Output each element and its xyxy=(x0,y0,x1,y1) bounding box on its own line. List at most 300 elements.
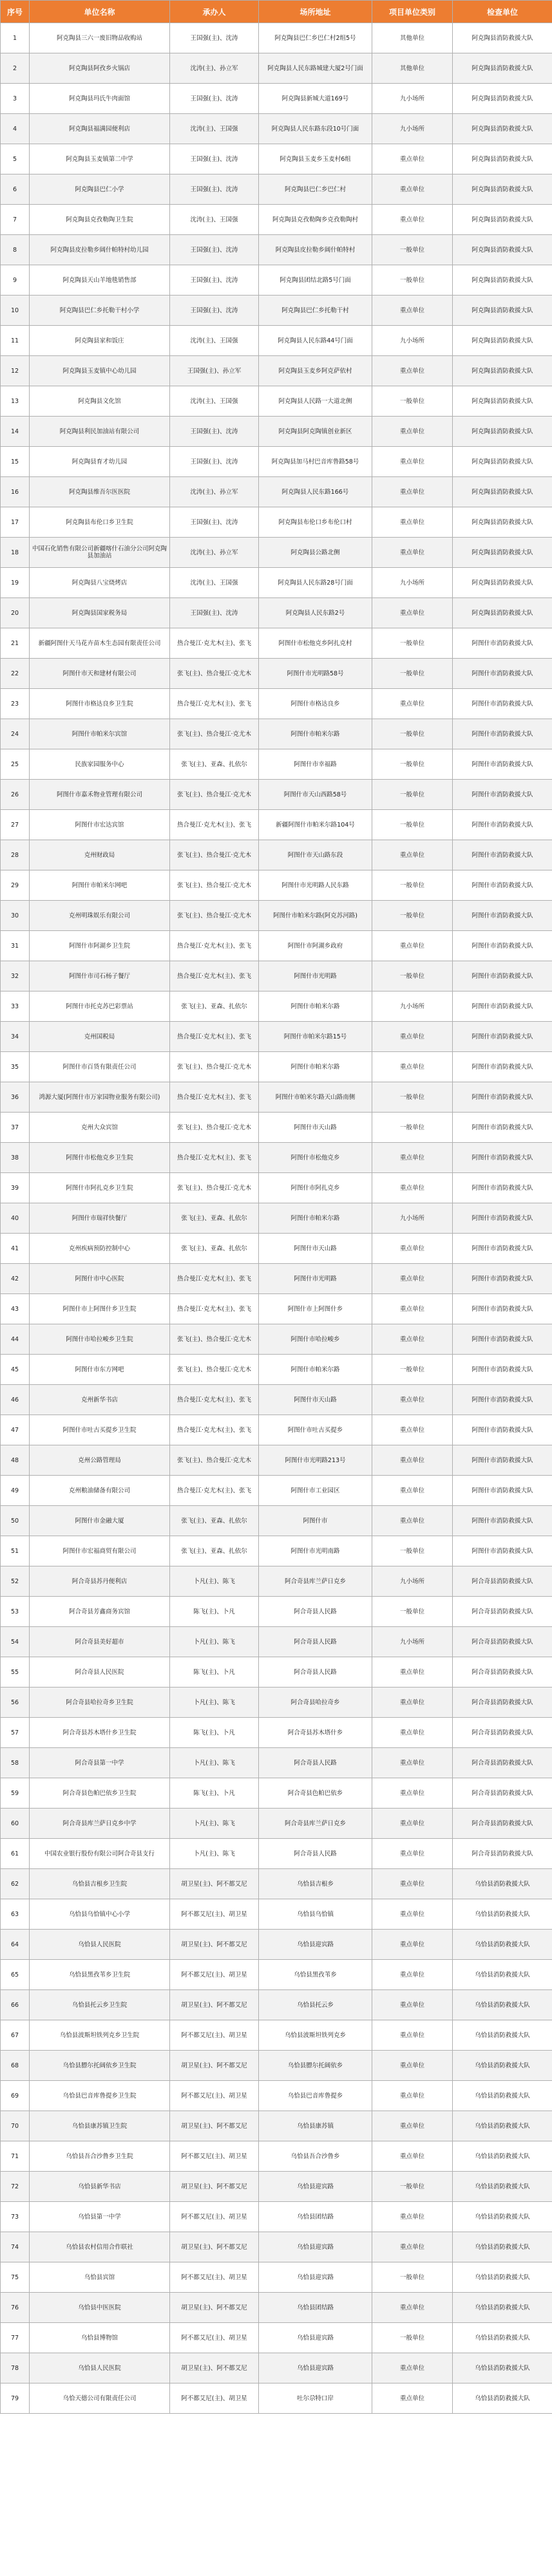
cell-handler: 张飞(主)、热合曼江·克尤木 xyxy=(170,1113,259,1143)
cell-index: 30 xyxy=(1,901,30,931)
cell-category: 重点单位 xyxy=(372,1445,453,1476)
table-row xyxy=(1,1052,552,1082)
cell-index: 79 xyxy=(1,2383,30,2414)
cell-inspector: 阿克陶县消防救援大队 xyxy=(453,568,552,598)
cell-inspector: 乌恰县消防救援大队 xyxy=(453,2081,552,2111)
cell-index: 33 xyxy=(1,992,30,1022)
table-row xyxy=(1,1476,552,1506)
cell-index: 76 xyxy=(1,2293,30,2323)
cell-handler: 沈涛(主)、王国强 xyxy=(170,568,259,598)
table-row xyxy=(1,447,552,477)
cell-inspector: 乌恰县消防救援大队 xyxy=(453,2202,552,2232)
cell-index: 53 xyxy=(1,1597,30,1627)
cell-inspector: 阿克陶县消防救援大队 xyxy=(453,23,552,53)
cell-index: 45 xyxy=(1,1355,30,1385)
cell-unit-name: 中国农业银行股份有限公司阿合奇县支行 xyxy=(30,1839,170,1869)
cell-address: 阿图什市格达良乡 xyxy=(259,689,372,719)
cell-handler: 胡卫星(主)、阿不都艾尼 xyxy=(170,1990,259,2020)
cell-index: 35 xyxy=(1,1052,30,1082)
cell-category: 重点单位 xyxy=(372,2232,453,2262)
cell-category: 重点单位 xyxy=(372,296,453,326)
table-row xyxy=(1,719,552,749)
table-row xyxy=(1,1082,552,1113)
cell-inspector: 阿图什市消防救援大队 xyxy=(453,870,552,901)
cell-unit-name: 克州公路管理局 xyxy=(30,1445,170,1476)
cell-unit-name: 阿图什市百货有限责任公司 xyxy=(30,1052,170,1082)
cell-address: 阿克陶县新城大道169号 xyxy=(259,84,372,114)
cell-category: 重点单位 xyxy=(372,205,453,235)
table-row xyxy=(1,810,552,840)
table-row xyxy=(1,2020,552,2051)
cell-unit-name: 乌恰县膘尔托阔依乡卫生院 xyxy=(30,2051,170,2081)
cell-address: 阿图什市松他克乡阿扎克村 xyxy=(259,628,372,659)
cell-unit-name: 阿合奇县芳鑫商务宾馆 xyxy=(30,1597,170,1627)
cell-address: 阿克陶县布伦口乡布伦口村 xyxy=(259,507,372,538)
table-row xyxy=(1,840,552,870)
cell-category: 重点单位 xyxy=(372,1899,453,1930)
cell-index: 66 xyxy=(1,1990,30,2020)
cell-category: 九小场所 xyxy=(372,1627,453,1657)
cell-address: 阿图什市帕米尔路(阿克苏河路) xyxy=(259,901,372,931)
cell-inspector: 阿克陶县消防救援大队 xyxy=(453,477,552,507)
cell-index: 14 xyxy=(1,417,30,447)
header-handler: 承办人 xyxy=(170,1,259,23)
cell-handler: 卜凡(主)、陈飞 xyxy=(170,1688,259,1718)
cell-address: 阿图什市帕米尔路 xyxy=(259,1355,372,1385)
cell-address: 乌恰县膘尔托阔依乡 xyxy=(259,2051,372,2081)
cell-address: 乌恰县迎宾路 xyxy=(259,2172,372,2202)
cell-category: 九小场所 xyxy=(372,1566,453,1597)
cell-inspector: 阿图什市消防救援大队 xyxy=(453,1445,552,1476)
cell-category: 重点单位 xyxy=(372,417,453,447)
cell-category: 重点单位 xyxy=(372,1385,453,1415)
cell-address: 阿图什市光明路58号 xyxy=(259,659,372,689)
cell-handler: 张飞(主)、热合曼江·克尤木 xyxy=(170,870,259,901)
cell-index: 78 xyxy=(1,2353,30,2383)
cell-unit-name: 鸿源大厦(阿图什市万家园物业服务有限公司) xyxy=(30,1082,170,1113)
cell-handler: 热合曼江·克尤木(主)、张飞 xyxy=(170,931,259,961)
cell-category: 重点单位 xyxy=(372,1264,453,1294)
cell-index: 15 xyxy=(1,447,30,477)
cell-index: 65 xyxy=(1,1960,30,1990)
cell-unit-name: 阿图什市阿扎克乡卫生院 xyxy=(30,1173,170,1203)
cell-unit-name: 乌恰县托云乡卫生院 xyxy=(30,1990,170,2020)
cell-inspector: 阿图什市消防救援大队 xyxy=(453,931,552,961)
cell-inspector: 乌恰县消防救援大队 xyxy=(453,1869,552,1899)
cell-address: 吐尔尕特口岸 xyxy=(259,2383,372,2414)
cell-inspector: 阿克陶县消防救援大队 xyxy=(453,84,552,114)
cell-handler: 张飞(主)、亚森、扎依尔 xyxy=(170,1234,259,1264)
cell-address: 乌恰县迎宾路 xyxy=(259,2262,372,2293)
cell-address: 阿克陶县人民东路城建大厦2号门面 xyxy=(259,53,372,84)
cell-unit-name: 阿图什市东方网吧 xyxy=(30,1355,170,1385)
cell-unit-name: 乌恰县巴音库鲁提乡卫生院 xyxy=(30,2081,170,2111)
cell-unit-name: 乌恰县人民医院 xyxy=(30,1930,170,1960)
cell-address: 阿克陶县巴仁乡巴仁村2组5号 xyxy=(259,23,372,53)
cell-unit-name: 阿图什市上阿图什乡卫生院 xyxy=(30,1294,170,1324)
cell-inspector: 阿图什市消防救援大队 xyxy=(453,1536,552,1566)
cell-handler: 热合曼江·克尤木(主)、张飞 xyxy=(170,1476,259,1506)
table-row xyxy=(1,1869,552,1899)
cell-index: 20 xyxy=(1,598,30,628)
table-row xyxy=(1,628,552,659)
cell-category: 重点单位 xyxy=(372,2141,453,2172)
cell-index: 3 xyxy=(1,84,30,114)
cell-inspector: 乌恰县消防救援大队 xyxy=(453,1960,552,1990)
cell-address: 乌恰县巴音库鲁提乡 xyxy=(259,2081,372,2111)
table-row xyxy=(1,1718,552,1748)
cell-handler: 王国强(主)、沈涛 xyxy=(170,235,259,265)
cell-handler: 沈涛(主)、王国强 xyxy=(170,205,259,235)
table-row xyxy=(1,689,552,719)
cell-unit-name: 阿合奇县第一中学 xyxy=(30,1748,170,1778)
cell-unit-name: 阿图什市瑞祥快餐厅 xyxy=(30,1203,170,1234)
cell-handler: 王国强(主)、沈涛 xyxy=(170,265,259,296)
cell-unit-name: 克州财政局 xyxy=(30,840,170,870)
cell-inspector: 阿图什市消防救援大队 xyxy=(453,840,552,870)
cell-unit-name: 乌恰县农村信用合作联社 xyxy=(30,2232,170,2262)
cell-unit-name: 乌恰县博物馆 xyxy=(30,2323,170,2353)
cell-unit-name: 阿图什市天和建材有限公司 xyxy=(30,659,170,689)
cell-inspector: 阿克陶县消防救援大队 xyxy=(453,417,552,447)
cell-address: 阿克陶县人民东路东段10号门面 xyxy=(259,114,372,144)
cell-category: 重点单位 xyxy=(372,2293,453,2323)
cell-address: 阿图什市天山西路58号 xyxy=(259,780,372,810)
cell-address: 阿图什市帕米尔路 xyxy=(259,719,372,749)
cell-category: 重点单位 xyxy=(372,174,453,205)
cell-inspector: 阿图什市消防救援大队 xyxy=(453,1324,552,1355)
table-row xyxy=(1,2051,552,2081)
cell-inspector: 阿图什市消防救援大队 xyxy=(453,1113,552,1143)
table-row xyxy=(1,1809,552,1839)
cell-index: 43 xyxy=(1,1294,30,1324)
cell-inspector: 阿图什市消防救援大队 xyxy=(453,1506,552,1536)
cell-unit-name: 克州新华书店 xyxy=(30,1385,170,1415)
cell-index: 57 xyxy=(1,1718,30,1748)
cell-inspector: 乌恰县消防救援大队 xyxy=(453,1899,552,1930)
cell-inspector: 阿图什市消防救援大队 xyxy=(453,1173,552,1203)
cell-address: 阿克陶县人民路一大道北侧 xyxy=(259,386,372,417)
cell-category: 一般单位 xyxy=(372,1082,453,1113)
cell-category: 重点单位 xyxy=(372,1748,453,1778)
cell-unit-name: 阿克陶县文化馆 xyxy=(30,386,170,417)
cell-index: 24 xyxy=(1,719,30,749)
cell-category: 重点单位 xyxy=(372,689,453,719)
cell-inspector: 阿克陶县消防救援大队 xyxy=(453,356,552,386)
cell-inspector: 阿图什市消防救援大队 xyxy=(453,810,552,840)
cell-unit-name: 阿克陶县三六一废旧物品收购站 xyxy=(30,23,170,53)
cell-category: 一般单位 xyxy=(372,1536,453,1566)
cell-unit-name: 阿克陶县阿孜乡火锅店 xyxy=(30,53,170,84)
table-row xyxy=(1,1173,552,1203)
cell-category: 一般单位 xyxy=(372,265,453,296)
table-row xyxy=(1,23,552,53)
cell-inspector: 阿图什市消防救援大队 xyxy=(453,961,552,992)
cell-handler: 张飞(主)、热合曼江·克尤木 xyxy=(170,1324,259,1355)
cell-index: 62 xyxy=(1,1869,30,1899)
cell-handler: 热合曼江·克尤木(主)、张飞 xyxy=(170,1294,259,1324)
cell-address: 阿图什市光明南路 xyxy=(259,1536,372,1566)
table-row xyxy=(1,1113,552,1143)
cell-category: 重点单位 xyxy=(372,1809,453,1839)
table-row xyxy=(1,2293,552,2323)
cell-category: 一般单位 xyxy=(372,719,453,749)
cell-category: 重点单位 xyxy=(372,2111,453,2141)
cell-handler: 王国强(主)、沈涛 xyxy=(170,598,259,628)
cell-inspector: 阿图什市消防救援大队 xyxy=(453,992,552,1022)
table-row xyxy=(1,2202,552,2232)
table-body xyxy=(1,23,552,2414)
header-address: 场所地址 xyxy=(259,1,372,23)
cell-unit-name: 阿克陶县巴仁小学 xyxy=(30,174,170,205)
cell-index: 34 xyxy=(1,1022,30,1052)
cell-index: 10 xyxy=(1,296,30,326)
cell-address: 乌恰县吉根乡 xyxy=(259,1869,372,1899)
table-row xyxy=(1,1355,552,1385)
cell-address: 阿图什市光明路 xyxy=(259,961,372,992)
cell-unit-name: 克州明珠娱乐有限公司 xyxy=(30,901,170,931)
table-row xyxy=(1,2141,552,2172)
cell-inspector: 阿合奇县消防救援大队 xyxy=(453,1809,552,1839)
table-row xyxy=(1,1839,552,1869)
table-row xyxy=(1,114,552,144)
cell-handler: 热合曼江·克尤木(主)、张飞 xyxy=(170,810,259,840)
cell-unit-name: 阿克陶县布伦口乡卫生院 xyxy=(30,507,170,538)
cell-unit-name: 乌恰县黑孜苇乡卫生院 xyxy=(30,1960,170,1990)
cell-address: 阿克陶县人民东路28号门面 xyxy=(259,568,372,598)
cell-address: 阿合奇县人民路 xyxy=(259,1748,372,1778)
table-row xyxy=(1,1445,552,1476)
table-row xyxy=(1,2172,552,2202)
cell-index: 42 xyxy=(1,1264,30,1294)
cell-index: 32 xyxy=(1,961,30,992)
cell-unit-name: 乌恰县康苏镇卫生院 xyxy=(30,2111,170,2141)
cell-category: 一般单位 xyxy=(372,780,453,810)
cell-address: 阿克陶县巴仁乡托勒干村 xyxy=(259,296,372,326)
cell-unit-name: 阿图什市帕米尔网吧 xyxy=(30,870,170,901)
cell-inspector: 阿克陶县消防救援大队 xyxy=(453,447,552,477)
cell-category: 一般单位 xyxy=(372,659,453,689)
table-row xyxy=(1,205,552,235)
cell-index: 17 xyxy=(1,507,30,538)
cell-inspector: 阿克陶县消防救援大队 xyxy=(453,144,552,174)
cell-unit-name: 阿图什市阿湖乡卫生院 xyxy=(30,931,170,961)
cell-index: 60 xyxy=(1,1809,30,1839)
cell-handler: 张飞(主)、亚森、扎依尔 xyxy=(170,1506,259,1536)
cell-address: 乌恰县团结路 xyxy=(259,2293,372,2323)
cell-inspector: 乌恰县消防救援大队 xyxy=(453,2232,552,2262)
cell-unit-name: 乌恰县新华书店 xyxy=(30,2172,170,2202)
cell-handler: 阿不都艾尼(主)、胡卫星 xyxy=(170,2202,259,2232)
cell-index: 16 xyxy=(1,477,30,507)
cell-category: 重点单位 xyxy=(372,1688,453,1718)
cell-handler: 王国强(主)、沈涛 xyxy=(170,174,259,205)
cell-index: 67 xyxy=(1,2020,30,2051)
header-category: 项目单位类别 xyxy=(372,1,453,23)
cell-category: 重点单位 xyxy=(372,1657,453,1688)
cell-inspector: 阿克陶县消防救援大队 xyxy=(453,296,552,326)
cell-unit-name: 阿图什市宏福商贸有限公司 xyxy=(30,1536,170,1566)
cell-address: 阿合奇县库兰萨日克乡 xyxy=(259,1809,372,1839)
cell-unit-name: 克州大众宾馆 xyxy=(30,1113,170,1143)
table-row xyxy=(1,1657,552,1688)
cell-address: 阿图什市光明路人民东路 xyxy=(259,870,372,901)
cell-unit-name: 阿克陶县皮拉勒乡阔什帕特村幼儿园 xyxy=(30,235,170,265)
cell-unit-name: 克州疾病预防控制中心 xyxy=(30,1234,170,1264)
cell-category: 重点单位 xyxy=(372,1990,453,2020)
cell-inspector: 乌恰县消防救援大队 xyxy=(453,1930,552,1960)
cell-index: 61 xyxy=(1,1839,30,1869)
cell-unit-name: 乌恰县中医医院 xyxy=(30,2293,170,2323)
cell-inspector: 阿克陶县消防救援大队 xyxy=(453,265,552,296)
cell-handler: 热合曼江·克尤木(主)、张飞 xyxy=(170,628,259,659)
cell-handler: 王国强(主)、沈涛 xyxy=(170,23,259,53)
cell-address: 阿图什市哈拉峻乡 xyxy=(259,1324,372,1355)
cell-address: 阿图什市帕米尔路15号 xyxy=(259,1022,372,1052)
table-row xyxy=(1,386,552,417)
table-row xyxy=(1,417,552,447)
cell-index: 29 xyxy=(1,870,30,901)
cell-address: 乌恰县迎宾路 xyxy=(259,1930,372,1960)
cell-handler: 王国强(主)、沈涛 xyxy=(170,447,259,477)
cell-inspector: 阿图什市消防救援大队 xyxy=(453,901,552,931)
cell-index: 49 xyxy=(1,1476,30,1506)
cell-unit-name: 阿克陶县福满园便利店 xyxy=(30,114,170,144)
cell-address: 阿克陶县皮拉勒乡阔什帕特村 xyxy=(259,235,372,265)
cell-unit-name: 中国石化销售有限公司新疆喀什石油分公司阿克陶县加油站 xyxy=(30,538,170,568)
cell-unit-name: 阿图什市吐古买提乡卫生院 xyxy=(30,1415,170,1445)
cell-inspector: 乌恰县消防救援大队 xyxy=(453,2111,552,2141)
cell-inspector: 阿图什市消防救援大队 xyxy=(453,1052,552,1082)
cell-handler: 沈涛(主)、王国强 xyxy=(170,114,259,144)
cell-inspector: 阿图什市消防救援大队 xyxy=(453,1385,552,1415)
cell-address: 阿图什市光明路 xyxy=(259,1264,372,1294)
cell-category: 重点单位 xyxy=(372,2081,453,2111)
cell-unit-name: 阿合奇县美好超市 xyxy=(30,1627,170,1657)
cell-inspector: 阿图什市消防救援大队 xyxy=(453,1234,552,1264)
cell-handler: 卜凡(主)、陈飞 xyxy=(170,1809,259,1839)
cell-handler: 张飞(主)、热合曼江·克尤木 xyxy=(170,1445,259,1476)
cell-handler: 张飞(主)、热合曼江·克尤木 xyxy=(170,1052,259,1082)
cell-handler: 张飞(主)、热合曼江·克尤木 xyxy=(170,1173,259,1203)
table-row xyxy=(1,1748,552,1778)
cell-index: 68 xyxy=(1,2051,30,2081)
cell-unit-name: 阿克陶县玉麦镇中心幼儿园 xyxy=(30,356,170,386)
cell-address: 乌恰县迎宾路 xyxy=(259,2353,372,2383)
cell-index: 63 xyxy=(1,1899,30,1930)
cell-inspector: 阿图什市消防救援大队 xyxy=(453,1355,552,1385)
table-row xyxy=(1,53,552,84)
cell-unit-name: 阿图什市金融大厦 xyxy=(30,1506,170,1536)
table-row xyxy=(1,1203,552,1234)
cell-category: 一般单位 xyxy=(372,1355,453,1385)
cell-unit-name: 阿合奇县哈拉奇乡卫生院 xyxy=(30,1688,170,1718)
cell-unit-name: 乌恰县宾馆 xyxy=(30,2262,170,2293)
cell-address: 乌恰县乌恰镇 xyxy=(259,1899,372,1930)
cell-category: 九小场所 xyxy=(372,326,453,356)
cell-index: 5 xyxy=(1,144,30,174)
cell-address: 阿克陶县人民东路2号 xyxy=(259,598,372,628)
cell-inspector: 乌恰县消防救援大队 xyxy=(453,2141,552,2172)
cell-address: 阿克陶县玉麦乡玉麦村6组 xyxy=(259,144,372,174)
cell-inspector: 阿克陶县消防救援大队 xyxy=(453,53,552,84)
table-row xyxy=(1,1960,552,1990)
cell-address: 乌恰县迎宾路 xyxy=(259,2323,372,2353)
cell-address: 阿克陶县克孜勒陶乡克孜勒陶村 xyxy=(259,205,372,235)
cell-address: 阿图什市阿扎克乡 xyxy=(259,1173,372,1203)
table-row xyxy=(1,1536,552,1566)
cell-handler: 王国强(主)、沈涛 xyxy=(170,507,259,538)
cell-inspector: 乌恰县消防救援大队 xyxy=(453,2020,552,2051)
cell-unit-name: 乌恰县吉根乡卫生院 xyxy=(30,1869,170,1899)
cell-unit-name: 乌恰县吾合沙鲁乡卫生院 xyxy=(30,2141,170,2172)
cell-handler: 卜凡(主)、陈飞 xyxy=(170,1566,259,1597)
table-row xyxy=(1,1264,552,1294)
table-row xyxy=(1,326,552,356)
cell-unit-name: 阿克陶县克孜勒陶卫生院 xyxy=(30,205,170,235)
cell-inspector: 阿图什市消防救援大队 xyxy=(453,689,552,719)
table-row xyxy=(1,1324,552,1355)
cell-index: 22 xyxy=(1,659,30,689)
table-row xyxy=(1,144,552,174)
cell-category: 重点单位 xyxy=(372,447,453,477)
cell-inspector: 阿图什市消防救援大队 xyxy=(453,780,552,810)
cell-inspector: 阿图什市消防救援大队 xyxy=(453,1415,552,1445)
cell-category: 重点单位 xyxy=(372,931,453,961)
cell-handler: 张飞(主)、亚森、扎依尔 xyxy=(170,1536,259,1566)
cell-inspector: 乌恰县消防救援大队 xyxy=(453,2051,552,2081)
cell-index: 2 xyxy=(1,53,30,84)
cell-inspector: 乌恰县消防救援大队 xyxy=(453,2383,552,2414)
table-row xyxy=(1,1022,552,1052)
cell-handler: 阿不都艾尼(主)、胡卫星 xyxy=(170,2262,259,2293)
cell-index: 51 xyxy=(1,1536,30,1566)
cell-handler: 胡卫星(主)、阿不都艾尼 xyxy=(170,2293,259,2323)
cell-unit-name: 乌恰县人民医院 xyxy=(30,2353,170,2383)
cell-index: 75 xyxy=(1,2262,30,2293)
cell-category: 一般单位 xyxy=(372,961,453,992)
cell-address: 阿合奇县人民路 xyxy=(259,1597,372,1627)
cell-handler: 阿不都艾尼(主)、胡卫星 xyxy=(170,2081,259,2111)
cell-inspector: 乌恰县消防救援大队 xyxy=(453,2353,552,2383)
table-row xyxy=(1,1143,552,1173)
cell-inspector: 阿克陶县消防救援大队 xyxy=(453,538,552,568)
header-index: 序号 xyxy=(1,1,30,23)
cell-unit-name: 阿图什市司石杨子餐厅 xyxy=(30,961,170,992)
cell-address: 乌恰县迎宾路 xyxy=(259,2232,372,2262)
cell-handler: 卜凡(主)、陈飞 xyxy=(170,1839,259,1869)
cell-handler: 张飞(主)、热合曼江·克尤木 xyxy=(170,659,259,689)
cell-inspector: 阿合奇县消防救援大队 xyxy=(453,1657,552,1688)
table-row xyxy=(1,1990,552,2020)
table-row xyxy=(1,265,552,296)
cell-address: 阿图什市松他克乡 xyxy=(259,1143,372,1173)
cell-address: 新疆阿图什市帕米尔路104号 xyxy=(259,810,372,840)
cell-unit-name: 阿克陶县玉麦镇第二中学 xyxy=(30,144,170,174)
cell-category: 重点单位 xyxy=(372,840,453,870)
cell-unit-name: 乌恰天德公司有限责任公司 xyxy=(30,2383,170,2414)
cell-index: 19 xyxy=(1,568,30,598)
table-row xyxy=(1,1899,552,1930)
cell-index: 4 xyxy=(1,114,30,144)
table-row xyxy=(1,1385,552,1415)
table-row xyxy=(1,477,552,507)
cell-inspector: 阿图什市消防救援大队 xyxy=(453,1294,552,1324)
cell-category: 重点单位 xyxy=(372,1415,453,1445)
table-row xyxy=(1,174,552,205)
cell-category: 九小场所 xyxy=(372,1203,453,1234)
cell-category: 一般单位 xyxy=(372,1113,453,1143)
